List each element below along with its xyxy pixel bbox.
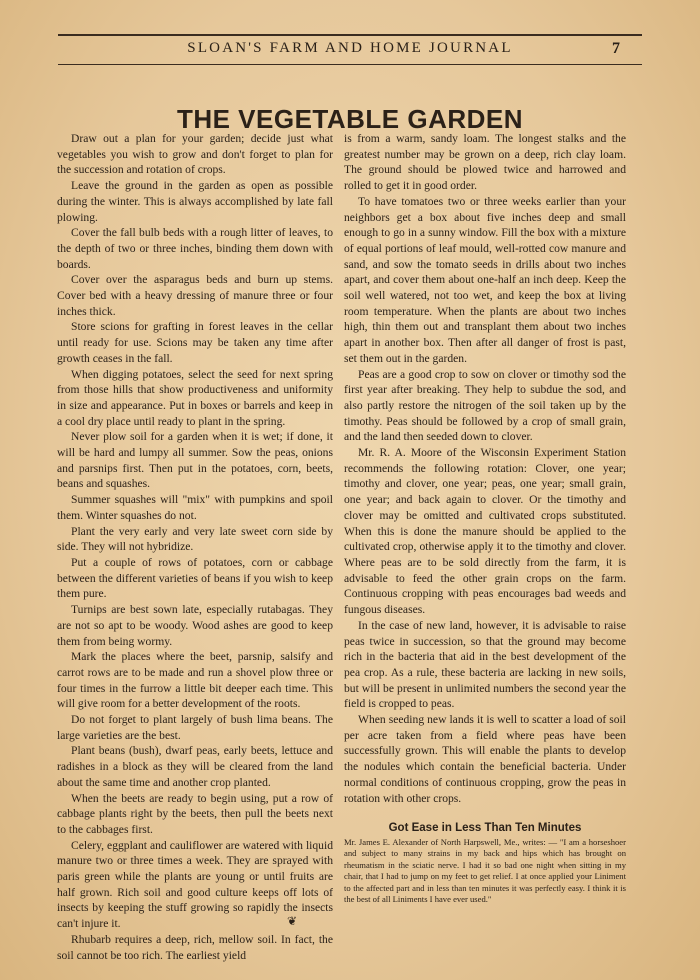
- paragraph: Cover the fall bulb beds with a rough litter of leaves, to the depth of two or three inches, binding them down with boards.: [57, 226, 333, 271]
- article-column-right: [344, 131, 626, 806]
- paragraph: Summer squashes will "mix" with pumpkins and spoil them. Winter squashes do not.: [57, 493, 333, 522]
- paragraph: Never plow soil for a garden when it is wet; if done, it will be hard and lumpy all summer. Sow the peas, onions and parsnips first. Then put in the potatoes, corn, beets, beans and squashes.: [57, 430, 333, 491]
- page-number: 7: [612, 40, 620, 57]
- paragraph: Celery, eggplant and cauliflower are watered with liquid manure two or three times a week. They are sprayed with paris green while the plants are young or until fruits are half grown. Rich soil and good culture keeps off lots of insects by keeping the stuff growing so rapidly the insects can't injure it.: [57, 838, 333, 931]
- paragraph: Peas are a good crop to sow on clover or timothy sod the first year after breaking. They help to subdue the sod, and also partly restore the nitrogen of the soil taken up by the timothy. Peas should be followed by a crop of small grain, and the land then seeded down to clover.: [344, 367, 626, 444]
- article-column-left: [57, 131, 333, 963]
- paragraph: Turnips are best sown late, especially rutabagas. They are not so apt to be woody. Wood ashes are good to keep them from being wormy.: [57, 603, 333, 648]
- article-title: THE VEGETABLE GARDEN: [176, 104, 524, 134]
- paragraph: Draw out a plan for your garden; decide just what vegetables you wish to grow and don't forget to plan for the succession and rotation of crops.: [57, 132, 333, 177]
- paragraph: Leave the ground in the garden as open as possible during the winter. This is always accomplished by late fall plowing.: [57, 179, 333, 224]
- paragraph: When digging potatoes, select the seed for next spring from those hills that show productiveness and uniformity in size and appearance. Put in boxes or barrels and keep in a cool dry place until ready to plant in the spring.: [57, 367, 333, 428]
- paragraph: Do not forget to plant largely of bush lima beans. The large varieties are the best.: [57, 713, 333, 742]
- liniment-advertisement: [344, 822, 626, 905]
- paragraph: Rhubarb requires a deep, rich, mellow soil. In fact, the soil cannot be too rich. The earliest yield: [57, 932, 333, 962]
- paragraph: When the beets are ready to begin using, put a row of cabbage plants right by the beets, then pull the beets next to the cabbages first.: [57, 791, 333, 836]
- paragraph: To have tomatoes two or three weeks earlier than your neighbors get a box about five inches deep and small enough to go in a sunny window. Fill the box with a mixture of equal portions of leaf mould, well-rotted cow manure and sand, and sow the tomato seeds in drills about two inches apart, and cover them about one-half an inch deep. Keep the soil well watered, not too wet, and keep the box at living room temperature. When the plants are about two inches high, thin them out and transplant them about two inches apart in another box. Then after all danger of frost is past, set them out in the garden.: [344, 194, 626, 365]
- advertisement-text: Mr. James E. Alexander of North Harpswell, Me., writes: — "I am a horseshoer and subject to many strains in my back and hips which has brought on rheumatism in the sciatic nerve. I had it so bad one night when sitting in my chair, that I had to jump on my feet to get relief. I at once applied your Liniment to the affected part and in less than ten minutes it was perfectly easy. I think it is the best of all Liniments I have ever used.": [344, 837, 626, 905]
- paragraph: Store scions for grafting in forest leaves in the cellar until ready for use. Scions may be taken any time after growth ceases in the fall.: [57, 320, 333, 365]
- header-rule-top: [58, 34, 642, 36]
- paragraph: When seeding new lands it is well to scatter a load of soil per acre taken from a field where peas have been successfully grown. This will enable the plants to develop the nodules which contain the beneficial bacteria. Under normal conditions of continuous cropping, grow the peas in rotation with other crops.: [344, 713, 626, 805]
- header-rule-bottom: [58, 64, 642, 65]
- paragraph: In the case of new land, however, it is advisable to raise peas twice in succession, so that the ground may become rich in the bacteria that aid in the best development of the pea crop. As a rule, these bacteria are lacking in new soils, but will be present in unlimited numbers the second year the field is cropped to peas.: [344, 618, 626, 711]
- paragraph: Put a couple of rows of potatoes, corn or cabbage between the different varieties of beans if you wish to keep them pure.: [57, 555, 333, 601]
- paragraph: Mark the places where the beet, parsnip, salsify and carrot rows are to be made and run a shovel plow three or four times in the furrow a little bit deeper each time. This will give room for a better development of the roots.: [57, 650, 333, 711]
- advertisement-title: Got Ease in Less Than Ten Minutes: [388, 822, 582, 834]
- paragraph: Plant beans (bush), dwarf peas, early beets, lettuce and radishes in a block as they will be cleared from the land about the same time and another crop planted.: [57, 744, 333, 789]
- running-head: SLOAN'S FARM AND HOME JOURNAL: [187, 40, 513, 56]
- paragraph: is from a warm, sandy loam. The longest stalks and the greatest number may be grown on a deep, rich clay loam. The ground should be plowed twice and harrowed and rolled to get it in good order.: [344, 132, 626, 193]
- paragraph: Mr. R. A. Moore of the Wisconsin Experiment Station recommends the following rotation: Clover, one year; timothy and clover, one year; peas, one year; small grain, one year; and back again to clover. Or the timothy and clover may be omitted and cultivated crops substituted. When this is done the manure should be applied to the cultivated crop, otherwise apply it to the timothy and clover. Where peas are to be sold directly from the farm, it is advisable to feed the other grain crops on the farm. Continuous cropping with peas encourages bad weeds and fungous diseases.: [344, 446, 626, 617]
- ornament-icon: ❦: [287, 914, 298, 928]
- paragraph: Plant the very early and very late sweet corn side by side. They will not hybridize.: [57, 524, 333, 554]
- paragraph: Cover over the asparagus beds and burn up stems. Cover bed with a heavy dressing of manure three or four inches thick.: [57, 273, 333, 318]
